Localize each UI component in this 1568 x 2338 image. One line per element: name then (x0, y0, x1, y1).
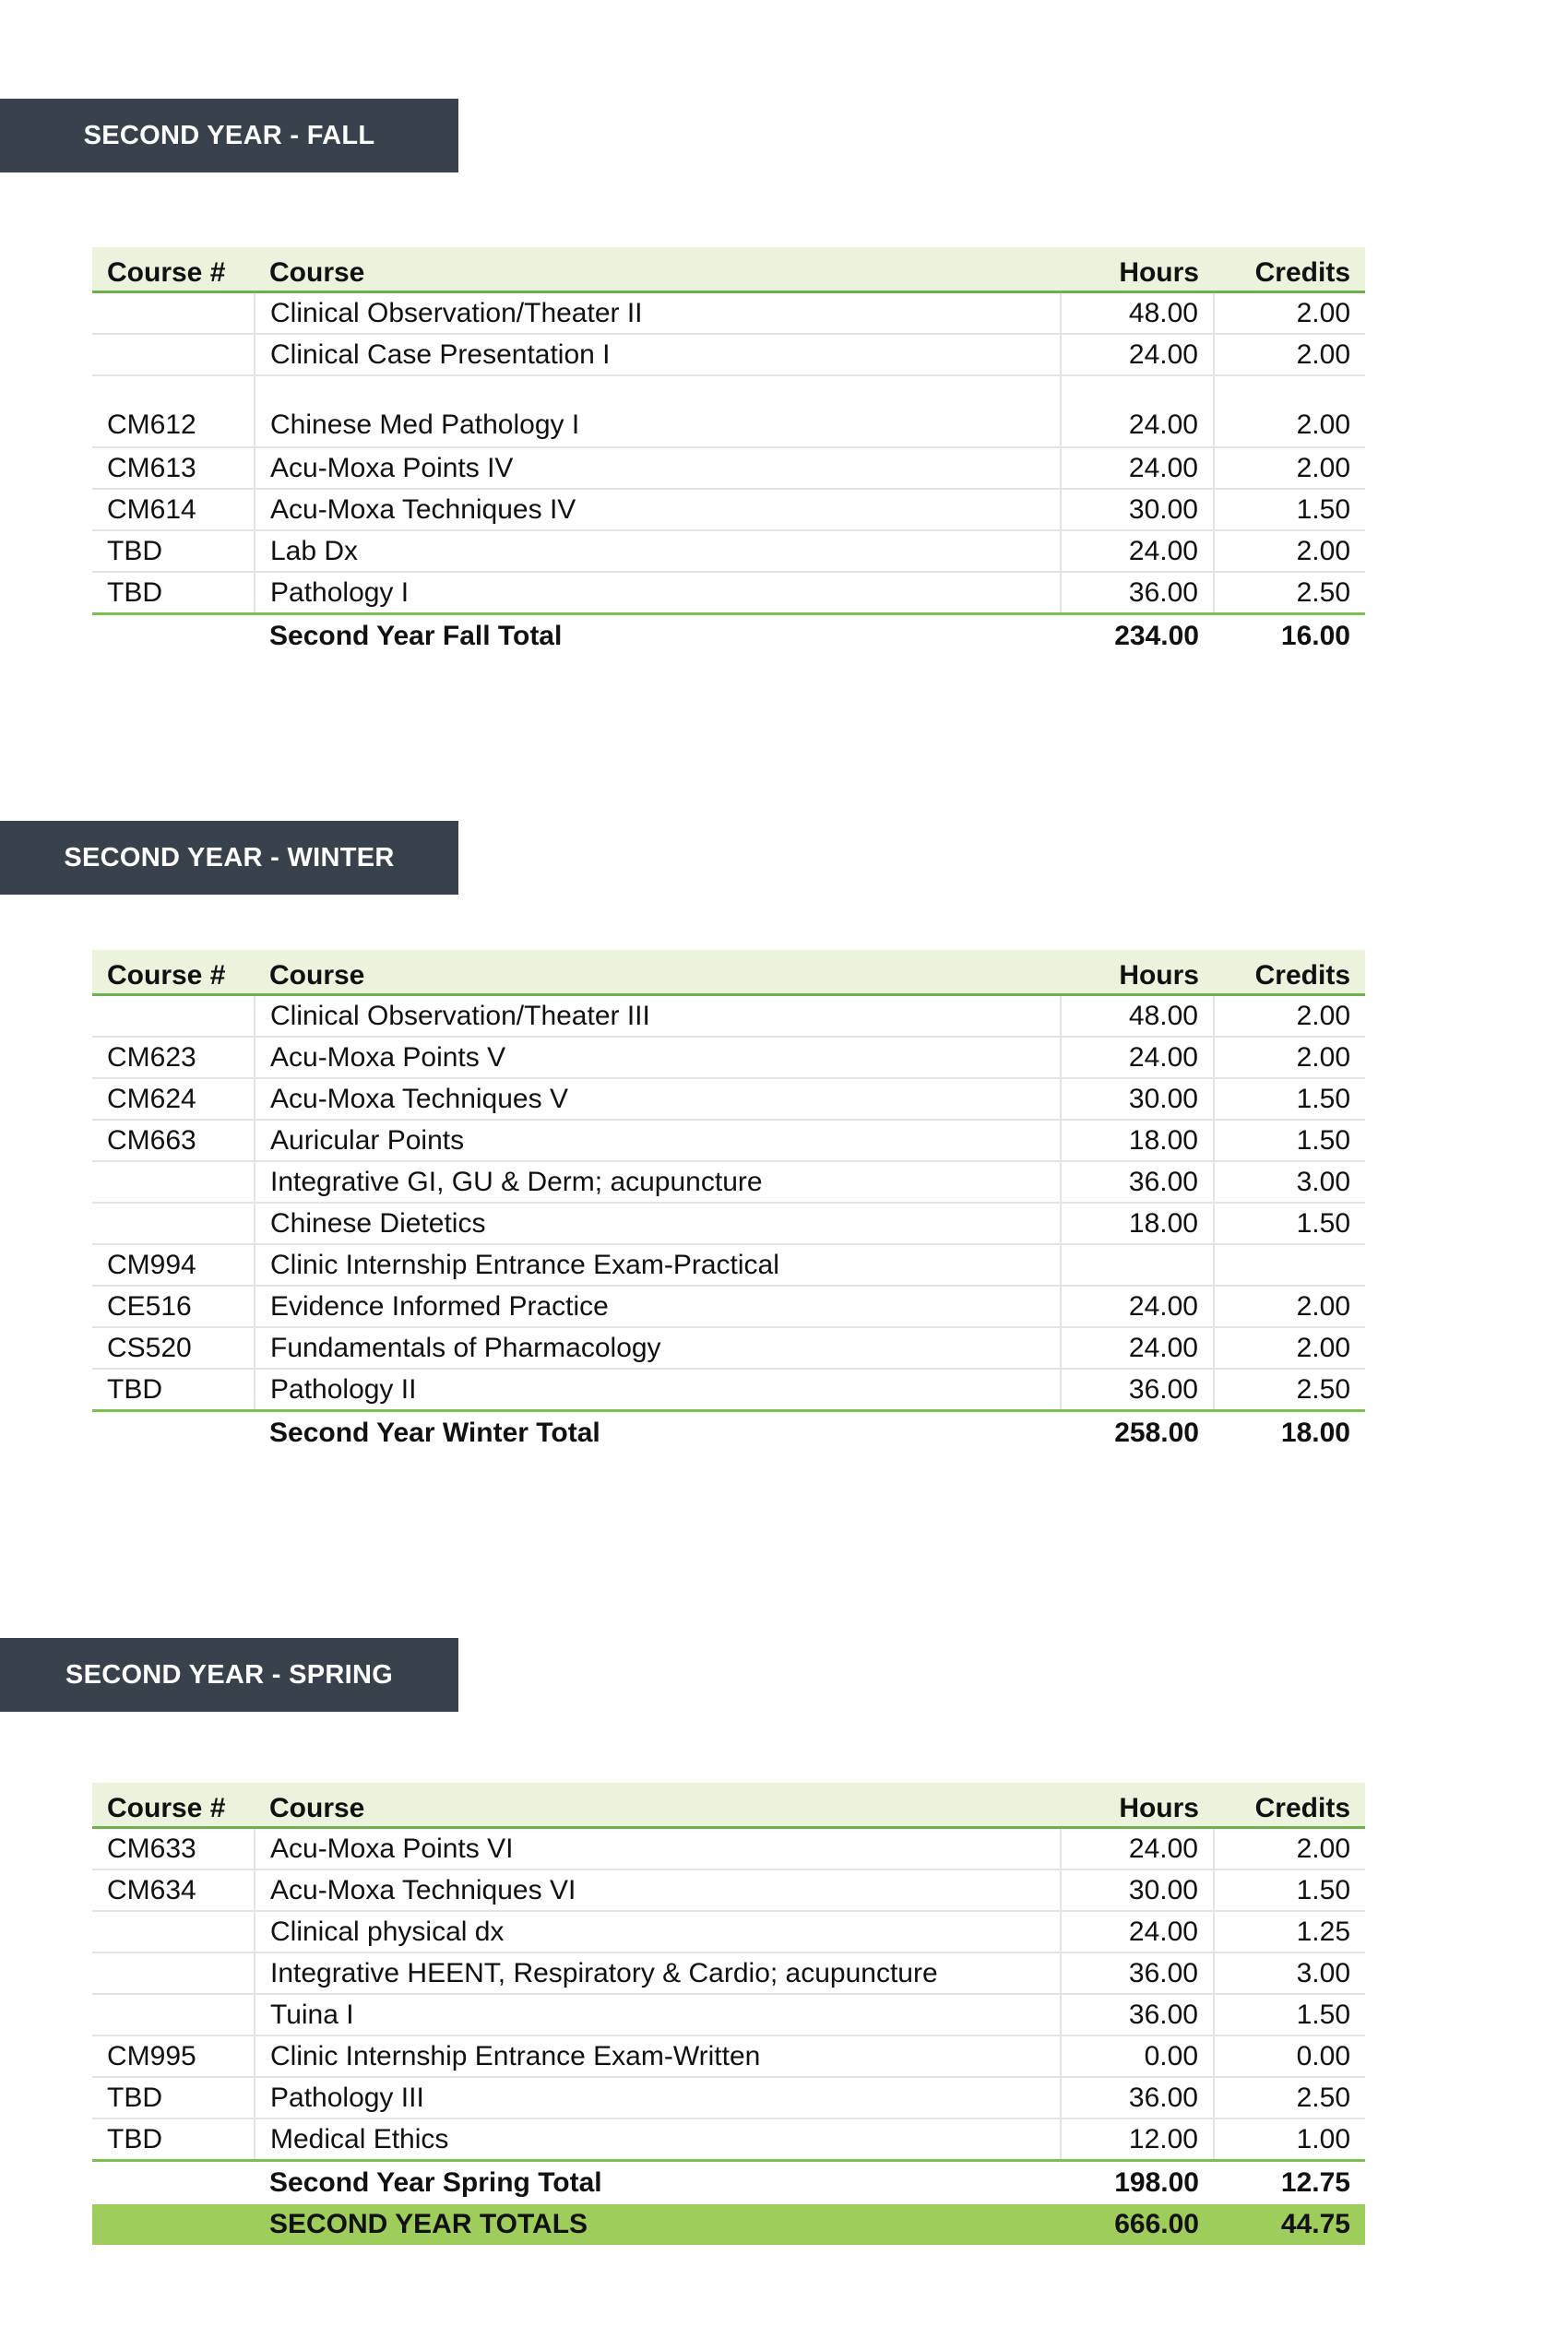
course-hours: 48.00 (1061, 292, 1214, 335)
term-total-row (92, 1411, 1365, 1455)
course-credits: 2.00 (1214, 1828, 1365, 1870)
section-banner-spring (0, 1638, 458, 1712)
total-hours: 258.00 (1114, 1418, 1199, 1448)
course-credits: 2.00 (1214, 530, 1365, 572)
winter-course-table (92, 950, 1365, 1454)
course-hours: 12.00 (1061, 2118, 1214, 2161)
course-code: CM612 (92, 375, 255, 447)
course-credits: 1.25 (1214, 1911, 1365, 1952)
course-name: Fundamentals of Pharmacology (255, 1327, 1061, 1369)
table-row (92, 530, 1365, 572)
course-credits: 2.50 (1214, 572, 1365, 614)
course-code: CM623 (92, 1037, 255, 1078)
course-hours: 36.00 (1061, 1369, 1214, 1411)
header-course-number: Course # (92, 247, 255, 292)
course-credits: 2.00 (1214, 1037, 1365, 1078)
course-code: CM624 (92, 1078, 255, 1120)
course-code (92, 1161, 255, 1203)
course-name: Clinical Observation/Theater II (255, 292, 1061, 335)
section-title: SECOND YEAR - FALL (83, 120, 375, 150)
course-name: Integrative HEENT, Respiratory & Cardio; acupuncture (255, 1952, 1061, 1994)
header-course: Course (255, 1783, 1061, 1828)
course-hours: 24.00 (1061, 530, 1214, 572)
term-total-row (92, 614, 1365, 659)
course-code: CM663 (92, 1120, 255, 1161)
header-credits: Credits (1214, 247, 1365, 292)
year-total-row (92, 2204, 1365, 2245)
table-row (92, 2077, 1365, 2118)
table-row (92, 1828, 1365, 1870)
course-hours: 24.00 (1061, 375, 1214, 447)
table-row (92, 2118, 1365, 2161)
course-name: Pathology III (255, 2077, 1061, 2118)
course-code (92, 995, 255, 1038)
total-credits: 12.75 (1280, 2167, 1350, 2198)
course-code: TBD (92, 572, 255, 614)
course-hours: 18.00 (1061, 1120, 1214, 1161)
course-credits: 2.00 (1214, 1327, 1365, 1369)
header-hours: Hours (1061, 950, 1214, 995)
course-name: Auricular Points (255, 1120, 1061, 1161)
table-row (92, 447, 1365, 489)
course-code (92, 1911, 255, 1952)
course-hours (1061, 1244, 1214, 1286)
course-name: Clinic Internship Entrance Exam-Practical (255, 1244, 1061, 1286)
course-code (92, 1952, 255, 1994)
course-credits: 0.00 (1214, 2035, 1365, 2077)
header-credits: Credits (1214, 950, 1365, 995)
table-row (92, 1203, 1365, 1244)
course-credits: 1.50 (1214, 1994, 1365, 2035)
header-hours: Hours (1061, 1783, 1214, 1828)
total-hours: 198.00 (1114, 2167, 1199, 2198)
spring-course-table (92, 1783, 1365, 2245)
grand-total-credits: 44.75 (1214, 2204, 1365, 2245)
course-name: Pathology II (255, 1369, 1061, 1411)
course-hours: 24.00 (1061, 1037, 1214, 1078)
section-title: SECOND YEAR - WINTER (64, 842, 395, 872)
term-total-row (92, 2161, 1365, 2205)
course-code: CM613 (92, 447, 255, 489)
table-row (92, 1037, 1365, 1078)
table-row (92, 489, 1365, 530)
course-code: CM614 (92, 489, 255, 530)
header-course-number: Course # (92, 950, 255, 995)
section-banner-fall (0, 99, 458, 172)
course-name: Acu-Moxa Techniques V (255, 1078, 1061, 1120)
table-row (92, 1327, 1365, 1369)
course-code: CM994 (92, 1244, 255, 1286)
course-code: CM634 (92, 1869, 255, 1911)
course-credits: 2.50 (1214, 2077, 1365, 2118)
course-name: Acu-Moxa Techniques IV (255, 489, 1061, 530)
table-header-row (92, 950, 1365, 995)
course-name: Chinese Med Pathology I (255, 375, 1061, 447)
table-row (92, 995, 1365, 1038)
course-code: TBD (92, 2118, 255, 2161)
course-hours: 30.00 (1061, 1869, 1214, 1911)
course-hours: 18.00 (1061, 1203, 1214, 1244)
course-code (92, 1203, 255, 1244)
course-hours: 36.00 (1061, 572, 1214, 614)
header-course: Course (255, 950, 1061, 995)
course-name: Medical Ethics (255, 2118, 1061, 2161)
course-credits: 2.00 (1214, 1286, 1365, 1327)
total-label: Second Year Winter Total (269, 1418, 600, 1448)
course-name: Clinical physical dx (255, 1911, 1061, 1952)
header-course-number: Course # (92, 1783, 255, 1828)
course-credits: 2.00 (1214, 995, 1365, 1038)
table-row (92, 292, 1365, 335)
course-code: TBD (92, 1369, 255, 1411)
grand-total-spacer (92, 2204, 255, 2245)
course-hours: 30.00 (1061, 1078, 1214, 1120)
course-credits: 2.00 (1214, 375, 1365, 447)
fall-course-table (92, 247, 1365, 658)
grand-total-label: SECOND YEAR TOTALS (255, 2204, 1061, 2245)
table-row (92, 1869, 1365, 1911)
table-header-row (92, 247, 1365, 292)
course-name: Clinical Observation/Theater III (255, 995, 1061, 1038)
header-course: Course (255, 247, 1061, 292)
course-code: CM995 (92, 2035, 255, 2077)
course-name: Acu-Moxa Techniques VI (255, 1869, 1061, 1911)
course-hours: 36.00 (1061, 1994, 1214, 2035)
course-credits: 1.50 (1214, 1078, 1365, 1120)
table-header-row (92, 1783, 1365, 1828)
total-credits: 16.00 (1280, 621, 1350, 651)
course-name: Acu-Moxa Points IV (255, 447, 1061, 489)
course-name: Acu-Moxa Points VI (255, 1828, 1061, 1870)
course-hours: 0.00 (1061, 2035, 1214, 2077)
total-spacer (92, 1411, 255, 1455)
course-code (92, 334, 255, 375)
table-row (92, 2035, 1365, 2077)
table-row (92, 1120, 1365, 1161)
total-label: Second Year Fall Total (269, 621, 563, 651)
table-row (92, 1952, 1365, 1994)
table-row (92, 1369, 1365, 1411)
table-row (92, 1244, 1365, 1286)
course-credits: 2.00 (1214, 334, 1365, 375)
course-hours: 24.00 (1061, 1911, 1214, 1952)
course-code: CM633 (92, 1828, 255, 1870)
course-name: Lab Dx (255, 530, 1061, 572)
course-hours: 30.00 (1061, 489, 1214, 530)
table-row (92, 1911, 1365, 1952)
course-hours: 24.00 (1061, 1286, 1214, 1327)
course-hours: 48.00 (1061, 995, 1214, 1038)
course-name: Evidence Informed Practice (255, 1286, 1061, 1327)
total-credits: 18.00 (1280, 1418, 1350, 1448)
course-code: CS520 (92, 1327, 255, 1369)
course-name: Tuina I (255, 1994, 1061, 2035)
course-code (92, 1994, 255, 2035)
course-code: TBD (92, 2077, 255, 2118)
course-credits: 1.50 (1214, 1869, 1365, 1911)
course-credits: 3.00 (1214, 1952, 1365, 1994)
course-credits: 1.50 (1214, 1203, 1365, 1244)
course-name: Integrative GI, GU & Derm; acupuncture (255, 1161, 1061, 1203)
total-hours: 234.00 (1114, 621, 1199, 651)
course-credits: 1.50 (1214, 1120, 1365, 1161)
section-banner-winter (0, 821, 458, 895)
section-title: SECOND YEAR - SPRING (65, 1659, 394, 1690)
course-hours: 24.00 (1061, 1327, 1214, 1369)
course-hours: 36.00 (1061, 1952, 1214, 1994)
table-row (92, 334, 1365, 375)
table-row (92, 1286, 1365, 1327)
total-spacer (92, 2161, 255, 2205)
grand-total-hours: 666.00 (1061, 2204, 1214, 2245)
course-credits: 2.00 (1214, 292, 1365, 335)
table-row (92, 1161, 1365, 1203)
header-hours: Hours (1061, 247, 1214, 292)
course-code (92, 292, 255, 335)
course-credits (1214, 1244, 1365, 1286)
course-name: Acu-Moxa Points V (255, 1037, 1061, 1078)
course-credits: 1.50 (1214, 489, 1365, 530)
course-hours: 36.00 (1061, 1161, 1214, 1203)
course-hours: 24.00 (1061, 447, 1214, 489)
total-spacer (92, 614, 255, 659)
course-code: CE516 (92, 1286, 255, 1327)
header-credits: Credits (1214, 1783, 1365, 1828)
table-row (92, 1078, 1365, 1120)
course-name: Pathology I (255, 572, 1061, 614)
course-credits: 1.00 (1214, 2118, 1365, 2161)
course-hours: 24.00 (1061, 1828, 1214, 1870)
table-row (92, 572, 1365, 614)
course-name: Chinese Dietetics (255, 1203, 1061, 1244)
table-row (92, 1994, 1365, 2035)
course-hours: 36.00 (1061, 2077, 1214, 2118)
course-name: Clinic Internship Entrance Exam-Written (255, 2035, 1061, 2077)
course-credits: 3.00 (1214, 1161, 1365, 1203)
table-row (92, 375, 1365, 447)
course-hours: 24.00 (1061, 334, 1214, 375)
course-credits: 2.50 (1214, 1369, 1365, 1411)
course-code: TBD (92, 530, 255, 572)
course-credits: 2.00 (1214, 447, 1365, 489)
course-name: Clinical Case Presentation I (255, 334, 1061, 375)
total-label: Second Year Spring Total (269, 2167, 602, 2198)
